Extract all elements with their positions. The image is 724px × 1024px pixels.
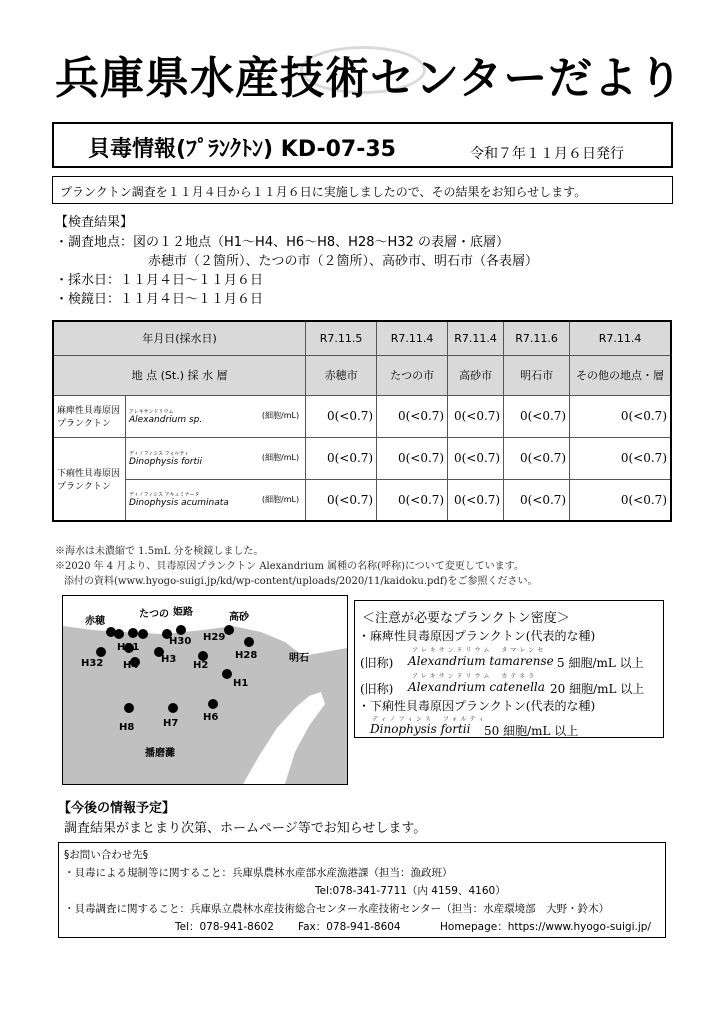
contact-tel: Tel：078-941-8602 <box>175 921 274 933</box>
sampling-date: ・採水日：１１月４日〜１１月６日 <box>55 273 264 288</box>
future-text: 調査結果がまとまり次第、ホームページ等でお知らせします。 <box>64 821 427 836</box>
density-diarrhetic-heading: ・下痢性貝毒原因プランクトン(代表的な種) <box>358 699 596 713</box>
table-header-row <box>53 321 671 355</box>
station-marker-h28 <box>244 637 254 647</box>
coastline-land <box>63 596 347 656</box>
station-label-h7: H7 <box>163 718 179 729</box>
station-label-h28: H28 <box>235 650 258 661</box>
station-marker-h8 <box>124 703 134 713</box>
map-label-himeji: 姫路 <box>173 607 193 618</box>
organism-dinophysis-acuminata <box>126 479 306 521</box>
station-label-h1: H1 <box>233 678 249 689</box>
inspection-sites: ・調査地点：図の１２地点（H1〜H4、H6〜H8、H28〜H32 の表層・底層） <box>55 235 509 250</box>
map-label-tatsuno: たつの <box>139 609 169 620</box>
station-marker-h6 <box>208 699 218 709</box>
date-ako: R7.11.5 <box>306 321 377 355</box>
threshold-tamarense: 5 細胞/mL 以上 <box>557 656 644 670</box>
site-tatsuno: たつの市 <box>377 355 448 395</box>
station-label-h6: H6 <box>203 712 219 723</box>
value-cell: 0(<0.7) <box>377 437 448 479</box>
station-label-h8: H8 <box>119 722 135 733</box>
site-akashi: 明石市 <box>504 355 570 395</box>
category-diarrhetic: 下痢性貝毒原因プランクトン <box>53 437 126 521</box>
map-label-akashi: 明石 <box>289 653 309 664</box>
value-cell: 0(<0.7) <box>377 479 448 521</box>
contact-fax: Fax：078-941-8604 <box>298 921 401 933</box>
station-marker-ako2 <box>114 629 124 639</box>
value-cell: 0(<0.7) <box>570 437 671 479</box>
organism-ruby: アレキサンドリウム <box>129 408 174 415</box>
date-takasago: R7.11.4 <box>448 321 504 355</box>
date-header: 年月日(採水日) <box>53 321 306 355</box>
station-marker-tatsuno2 <box>138 629 148 639</box>
value-cell: 0(<0.7) <box>504 479 570 521</box>
value-cell: 0(<0.7) <box>570 395 671 437</box>
station-label-h2: H2 <box>193 660 209 671</box>
organism-ruby: ディノフィシス フォルティ <box>129 450 189 457</box>
site-other: その他の地点・層 <box>570 355 671 395</box>
value-cell: 0(<0.7) <box>504 395 570 437</box>
date-other: R7.11.4 <box>570 321 671 355</box>
date-akashi: R7.11.6 <box>504 321 570 355</box>
ruby-catenella: アレキサンドリウム カテネラ <box>412 673 538 680</box>
station-marker-h32 <box>96 647 106 657</box>
contact-survey: ・貝毒調査に関すること：兵庫県立農林水産技術総合センター水産技術センター（担当：水産環境部 大野・鈴木） <box>64 903 610 915</box>
station-label-h29: H29 <box>203 632 226 643</box>
site-takasago: 高砂市 <box>448 355 504 395</box>
table-row <box>53 479 671 521</box>
organism-dinophysis-fortii <box>126 437 306 479</box>
issue-number: 貝毒情報(ﾌﾟﾗﾝｸﾄﾝ) KD-07-35 <box>88 137 396 162</box>
value-cell: 0(<0.7) <box>306 395 377 437</box>
organism-unit: (細胞/mL) <box>261 410 300 420</box>
organism-alexandrium <box>126 395 306 437</box>
contact-heading: §お問い合わせ先§ <box>64 849 148 861</box>
ruby-tamarense: アレキサンドリウム タマレンセ <box>412 647 547 654</box>
map-label-takasago: 高砂 <box>229 612 249 623</box>
site-ako: 赤穂市 <box>306 355 377 395</box>
table-row <box>53 437 671 479</box>
former-name-label: (旧称) <box>360 682 394 696</box>
organism-unit: (細胞/mL) <box>261 452 300 462</box>
value-cell: 0(<0.7) <box>377 395 448 437</box>
value-cell: 0(<0.7) <box>448 395 504 437</box>
map-label-ako: 赤穂 <box>85 616 105 627</box>
density-paralytic-heading: ・麻痺性貝毒原因プランクトン(代表的な種) <box>358 629 596 643</box>
table-row <box>53 395 671 437</box>
microscopy-date: ・検鏡日：１１月４日〜１１月６日 <box>55 292 264 307</box>
station-label-h32: H32 <box>81 658 104 669</box>
ruby-fortii: ディノフィシス フォルティ <box>372 716 488 723</box>
inspection-sites-coastal: 赤穂市（２箇所）、たつの市（２箇所）、高砂市、明石市（各表層） <box>148 254 539 269</box>
station-label-h31: H31 <box>117 642 140 653</box>
organism-name: Alexandrium sp. <box>129 414 203 425</box>
organism-name: Dinophysis fortii <box>129 456 203 467</box>
value-cell: 0(<0.7) <box>504 437 570 479</box>
table-site-row <box>53 355 671 395</box>
value-cell: 0(<0.7) <box>306 479 377 521</box>
species-tamarense: Alexandrium tamarense <box>408 654 554 668</box>
intro-text: プランクトン調査を１１月４日から１１月６日に実施しましたので、その結果をお知らせします。 <box>60 185 587 199</box>
issue-date: 令和７年１１月６日発行 <box>470 146 624 162</box>
station-marker-h29 <box>224 625 234 635</box>
awaji-island <box>243 692 325 784</box>
threshold-catenella: 20 細胞/mL 以上 <box>550 682 645 696</box>
contact-regulation-tel: Tel:078-341-7711（内 4159、4160） <box>315 885 506 897</box>
date-tatsuno: R7.11.4 <box>377 321 448 355</box>
species-fortii: Dinophysis fortii <box>370 722 471 736</box>
station-marker-h1 <box>222 669 232 679</box>
site-header: 地 点 (St.) 採 水 層 <box>53 355 306 395</box>
future-heading: 【今後の情報予定】 <box>58 801 176 816</box>
map-graphic <box>63 596 347 784</box>
station-marker-h7 <box>168 703 178 713</box>
note-concentration: ※海水は未濃縮で 1.5mL 分を検鏡しました。 <box>55 546 264 557</box>
station-label-h30: H30 <box>169 636 192 647</box>
former-name-label: (旧称) <box>360 656 394 670</box>
contact-regulation: ・貝毒による規制等に関すること：兵庫県農林水産部水産漁港課（担当：漁政班） <box>64 867 453 879</box>
results-table <box>52 320 672 522</box>
station-label-h3: H3 <box>161 654 177 665</box>
contact-homepage-link[interactable]: Homepage：https://www.hyogo-suigi.jp/ <box>440 921 651 933</box>
value-cell: 0(<0.7) <box>448 479 504 521</box>
species-catenella: Alexandrium catenella <box>408 680 545 694</box>
value-cell: 0(<0.7) <box>306 437 377 479</box>
value-cell: 0(<0.7) <box>448 437 504 479</box>
note-name-change: ※2020 年 4 月より、貝毒原因プランクトン Alexandrium 属種の名称(呼称)について変更しています。 <box>55 561 524 572</box>
station-marker-tatsuno1 <box>128 628 138 638</box>
value-cell: 0(<0.7) <box>570 479 671 521</box>
station-label-h4: H4 <box>123 660 139 671</box>
page-title: 兵庫県水産技術センターだより <box>55 53 684 104</box>
organism-unit: (細胞/mL) <box>261 494 300 504</box>
organism-name: Dinophysis acuminata <box>129 498 229 509</box>
threshold-fortii: 50 細胞/mL 以上 <box>484 724 579 738</box>
station-map <box>62 595 348 785</box>
map-label-harimanada: 播磨灘 <box>145 748 175 759</box>
note-reference-link[interactable]: 添付の資料(www.hyogo-suigi.jp/kd/wp-content/uploads/2020/11/kaidoku.pdf)をご参照ください。 <box>64 576 538 587</box>
station-marker-himeji <box>176 625 186 635</box>
category-paralytic: 麻痺性貝毒原因プランクトン <box>53 395 126 437</box>
organism-ruby: ディノフィシス アキュミナータ <box>129 492 200 499</box>
inspection-heading: 【検査結果】 <box>55 215 134 230</box>
density-heading: ＜注意が必要なプランクトン密度＞ <box>362 611 570 626</box>
